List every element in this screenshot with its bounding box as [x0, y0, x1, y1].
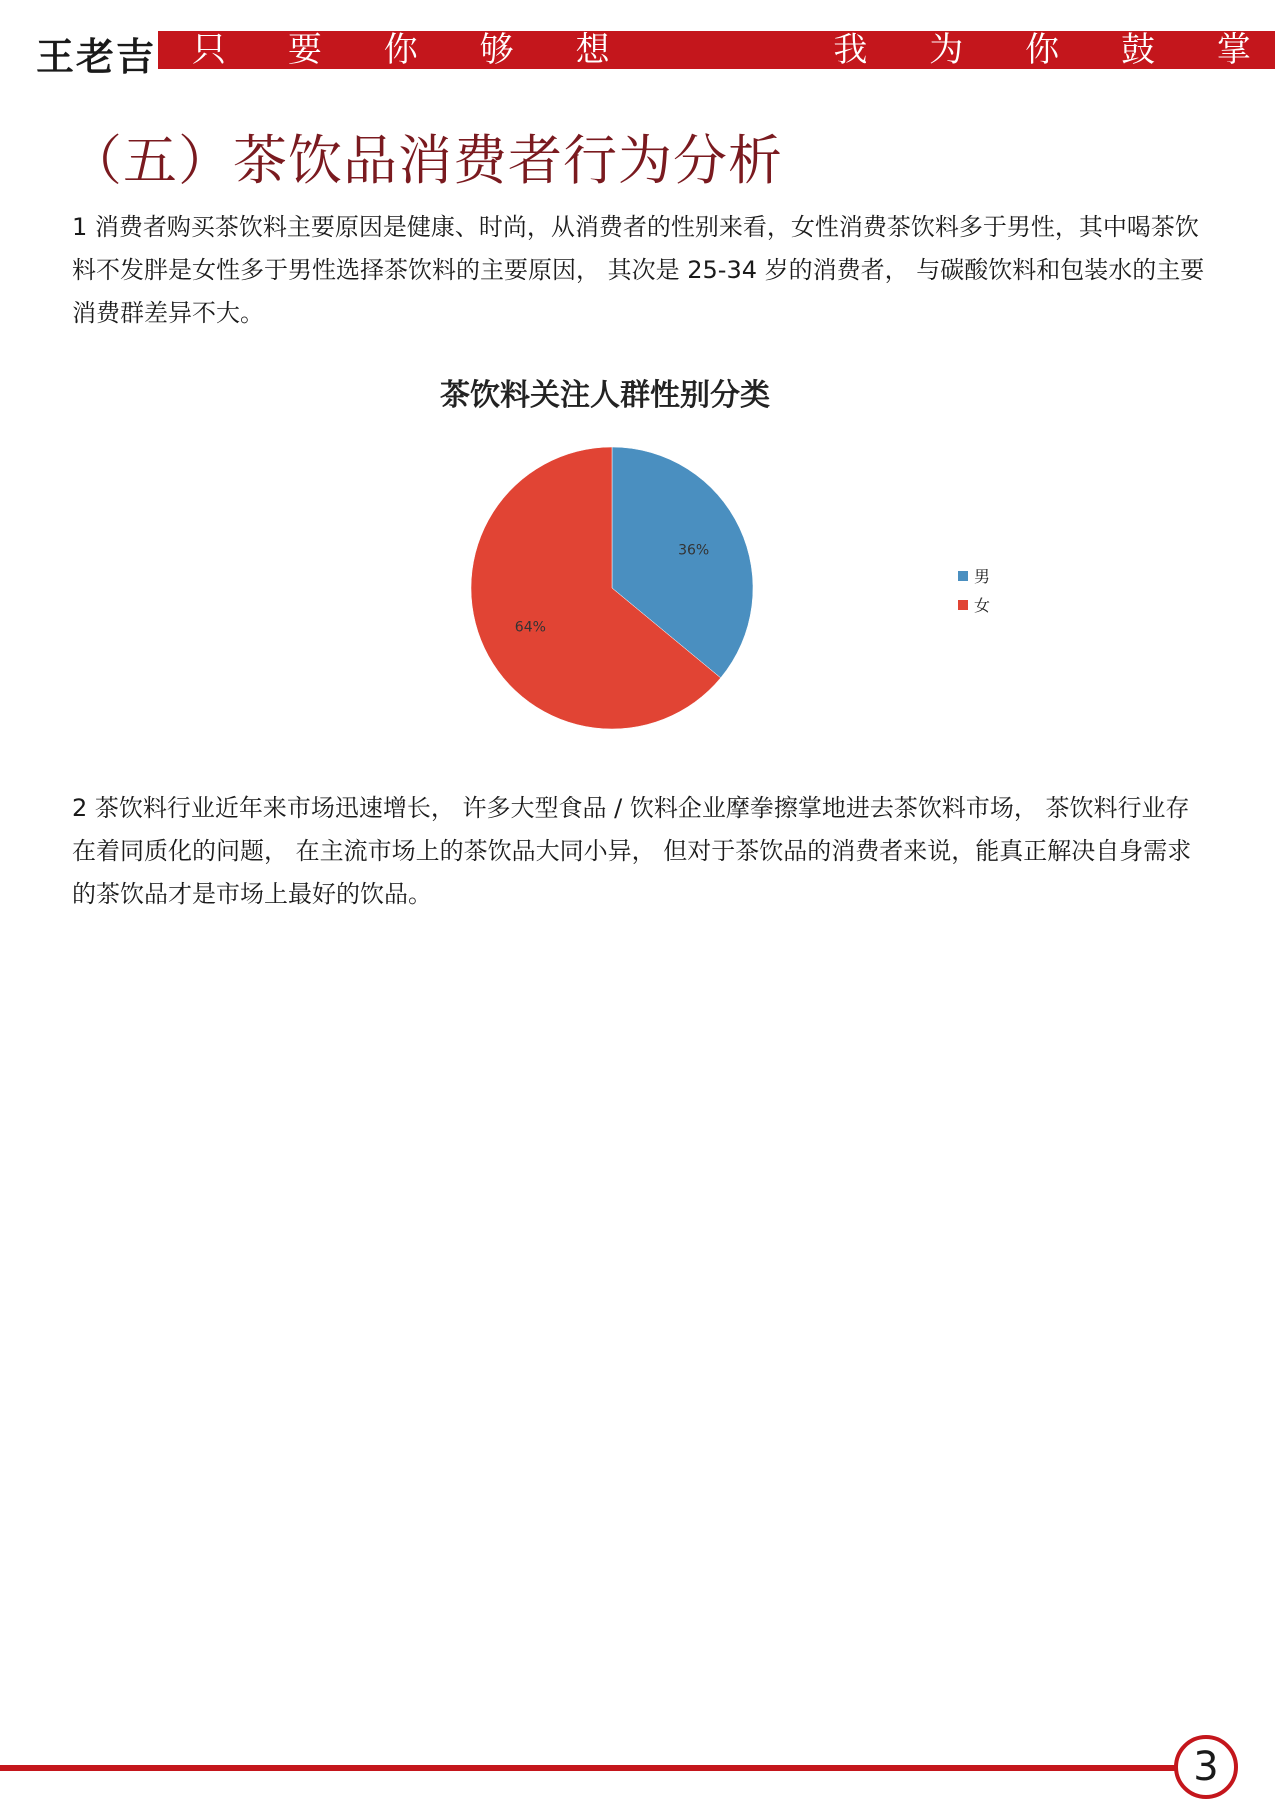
footer-rule [0, 1765, 1180, 1771]
slogan-char: 我 [833, 30, 868, 70]
legend-swatch [958, 571, 968, 581]
brand-logo: 王老吉 [36, 34, 157, 79]
chart-title: 茶饮料关注人群性别分类 [440, 378, 770, 413]
legend-label: 男 [974, 567, 991, 586]
slogan-char: 想 [575, 30, 610, 70]
legend-item-female [958, 590, 990, 619]
slogan-char: 你 [383, 30, 418, 70]
pie-chart [0, 0, 1280, 780]
slogan-char: 为 [929, 30, 964, 70]
legend-swatch [958, 600, 968, 610]
slogan-char: 你 [1025, 30, 1060, 70]
slogan-char: 鼓 [1121, 30, 1156, 70]
pie-data-label: 64% [514, 619, 546, 636]
slogan-char: 够 [479, 30, 514, 70]
slogan-char: 要 [287, 30, 322, 70]
page-number: 3 [1174, 1735, 1238, 1799]
slogan-char: 掌 [1216, 30, 1251, 70]
section-title: （五）茶饮品消费者行为分析 [68, 129, 783, 192]
pie-data-label: 36% [678, 542, 710, 559]
chart-legend [958, 561, 990, 619]
paragraph-2: 2 茶饮料行业近年来市场迅速增长， 许多大型食品 / 饮料企业摩拳擦掌地进去茶饮料市场， 茶饮料行业存在着同质化的问题， 在主流市场上的茶饮品大同小异， 但对于茶饮品的消费者来说，能真正解决自身需求的茶饮品才是市场上最好的饮品。 [72, 794, 1192, 908]
legend-item-male [958, 561, 990, 590]
legend-label: 女 [974, 596, 991, 615]
paragraph-1: 1 消费者购买茶饮料主要原因是健康、时尚，从消费者的性别来看，女性消费茶饮料多于男性，其中喝茶饮料不发胖是女性多于男性选择茶饮料的主要原因， 其次是 25-34 岁的消费者， 与碳酸饮料和包装水的主要消费群差异不大。 [72, 213, 1205, 327]
slogan-char: 只 [192, 30, 226, 70]
